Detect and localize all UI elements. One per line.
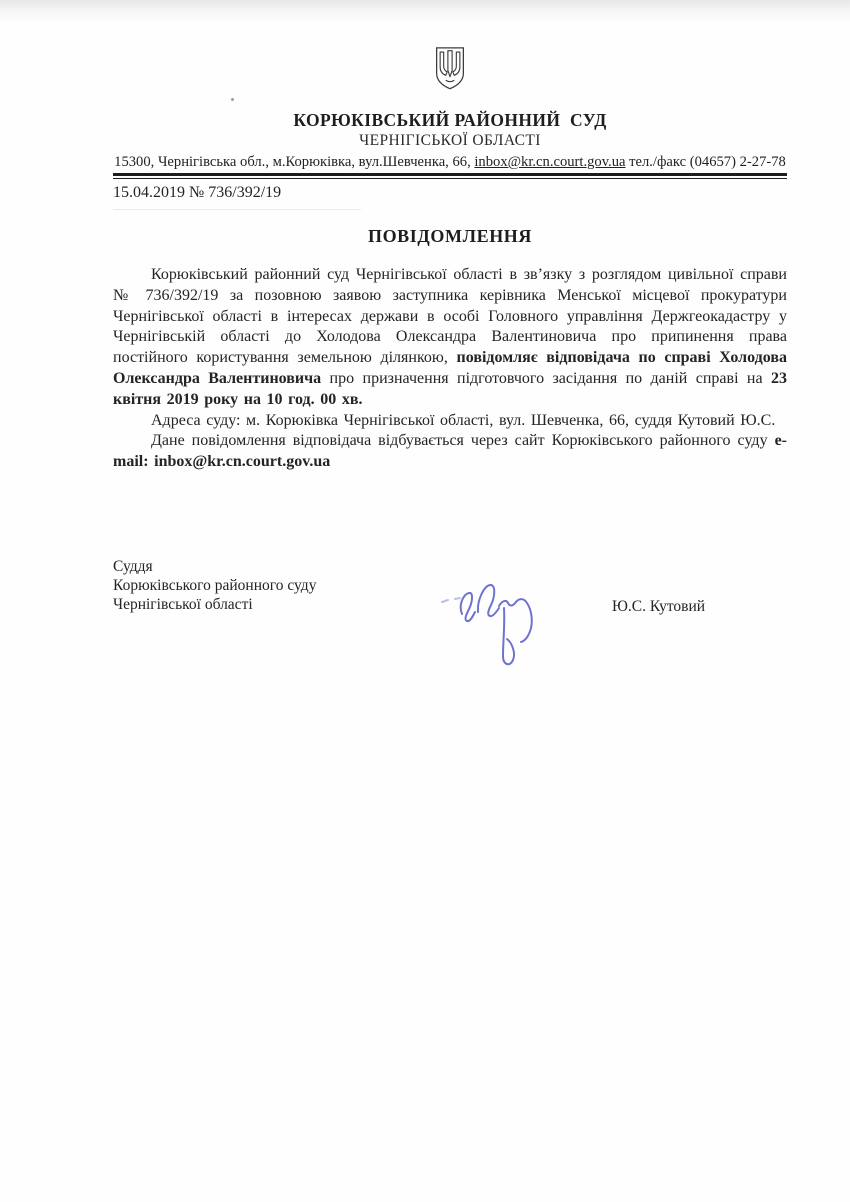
signer-title-line: Чернігівської області: [113, 595, 253, 613]
court-address-line: [113, 154, 787, 171]
signer-title-line: Корюківського районного суду: [113, 576, 317, 594]
header-divider-rule: [113, 173, 787, 179]
address-text: 15300, Чернігівська обл., м.Корюківка, вул.Шевченка, 66,: [114, 154, 475, 170]
paragraph-notification-method: [113, 431, 787, 473]
notified-party-bold: повідомляє відповідача по справі Холодова Олександра Валентиновича: [113, 349, 787, 387]
body-text-run: Дане повідомлення відповідача відбувається через сайт Корюківського районного суду: [151, 432, 775, 450]
hearing-date-bold: 23 квітня 2019 року на 10 год. 00 хв.: [113, 369, 788, 408]
court-name: КОРЮКІВСЬКИЙ РАЙОННИЙ СУД: [293, 110, 607, 130]
court-email-bold: e-mail: inbox@kr.cn.court.gov.ua: [113, 432, 787, 471]
faint-underline: [113, 209, 361, 210]
ukraine-trident-icon: [431, 44, 469, 94]
letter-content: [113, 0, 787, 627]
court-email-link: inbox@kr.cn.court.gov.ua: [474, 154, 626, 170]
body-text-run: про призначення підготовчого засідання по даній справі на: [321, 369, 772, 387]
body-text-run: Корюківський районний суд Чернігівської області в зв’язку з розглядом цивільної справи № 736/392/19 за позовною заявою заступника керівника Менської місцевої прокуратури Чернігівської області в інтересах держави в особі Головного управління Держгеокадастру у Чернігівській області до Холодова Олександра Валентиновича про припинення права постійного користування земельною ділянкою,: [113, 266, 787, 367]
date-and-case-number: 15.04.2019 № 736/392/19: [113, 184, 282, 201]
letter-body: [113, 265, 787, 473]
phone-fax-text: тел./факс (04657) 2-27-78: [625, 154, 786, 170]
document-title: ПОВІДОМЛЕННЯ: [367, 226, 532, 246]
handwritten-signature: [428, 550, 568, 700]
judge-name: Ю.С. Кутовий: [612, 597, 706, 615]
paragraph-court-address: Адреса суду: м. Корюківка Чернігівської області, вул. Шевченка, 66, суддя Кутовий Ю.С.: [151, 411, 776, 429]
paragraph-case-description: [113, 265, 787, 411]
signer-title-line: Суддя: [113, 557, 153, 575]
court-region: ЧЕРНІГІСЬКОЇ ОБЛАСТІ: [359, 132, 541, 149]
